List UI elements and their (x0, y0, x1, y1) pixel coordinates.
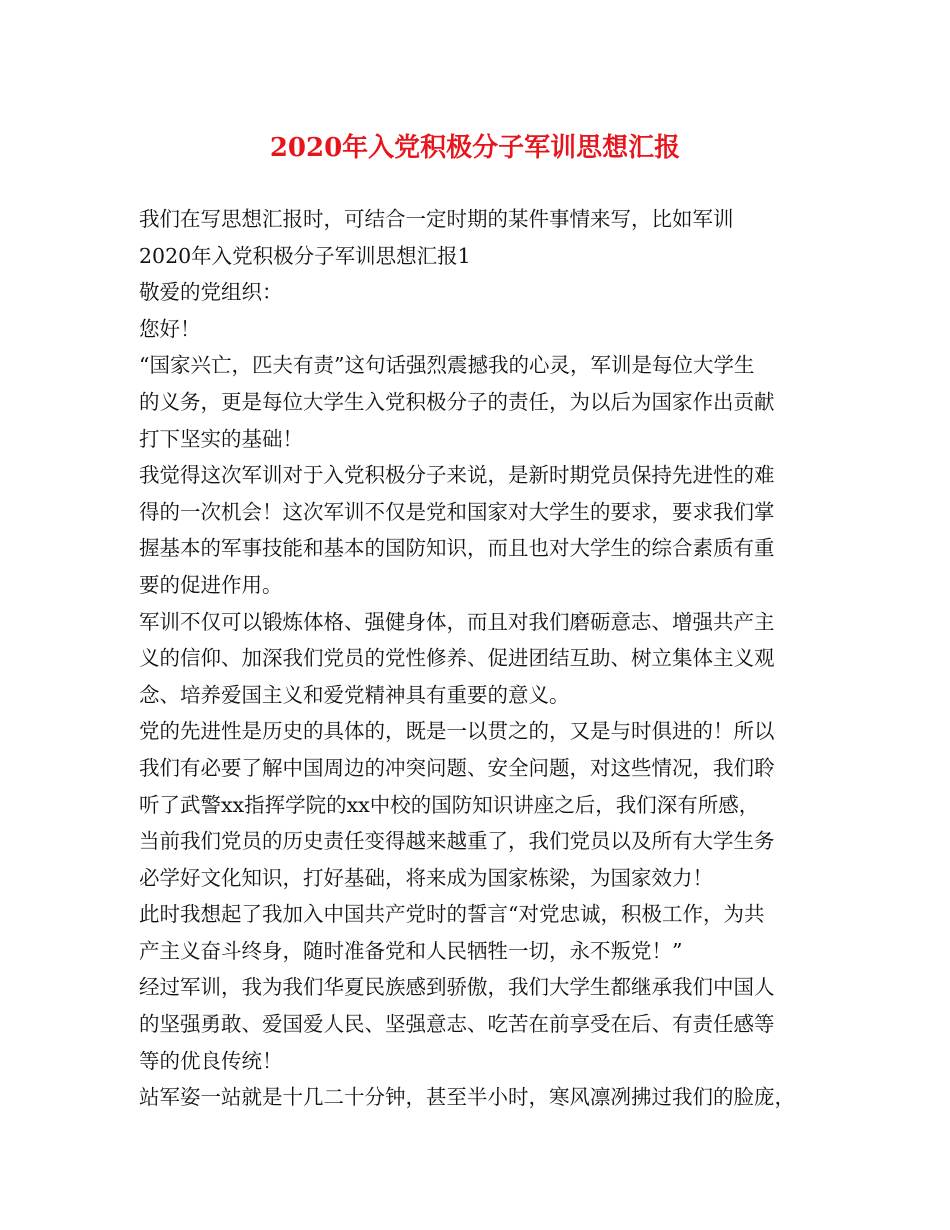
body-line: 义的信仰、加深我们党员的党性修养、促进团结互助、树立集体主义观 (139, 646, 775, 671)
body-line: 我们在写思想汇报时，可结合一定时期的某件事情来写，比如军训 (139, 207, 734, 231)
body-line: 要的促进作用。 (139, 572, 283, 597)
body-line: 您好！ (139, 316, 201, 341)
body-line: 得的一次机会！这次军训不仅是党和国家对大学生的要求，要求我们掌 (139, 499, 775, 524)
body-line: 的义务，更是每位大学生入党积极分子的责任，为以后为国家作出贡献 (139, 389, 775, 414)
body-line: 我们有必要了解中国周边的冲突问题、安全问题，对这些情况，我们聆 (139, 755, 775, 780)
body-line: “国家兴亡，匹夫有责”这句话强烈震撼我的心灵，军训是每位大学生 (139, 353, 755, 378)
body-line: 我觉得这次军训对于入党积极分子来说，是新时期党员保持先进性的难 (139, 463, 775, 488)
body-line: 听了武警xx指挥学院的xx中校的国防知识讲座之后，我们深有所感， (139, 792, 760, 817)
body-line: 敬爱的党组织： (139, 280, 283, 305)
body-line: 当前我们党员的历史责任变得越来越重了，我们党员以及所有大学生务 (139, 829, 775, 854)
body-line: 军训不仅可以锻炼体格、强健身体，而且对我们磨砺意志、增强共产主 (139, 609, 775, 634)
body-line: 必学好文化知识，打好基础，将来成为国家栋梁，为国家效力！ (139, 865, 713, 890)
body-line: 经过军训，我为我们华夏民族感到骄傲，我们大学生都继承我们中国人 (139, 975, 775, 1000)
body-line: 站军姿一站就是十几二十分钟，甚至半小时，寒风凛冽拂过我们的脸庞， (139, 1085, 795, 1110)
body-line: 握基本的军事技能和基本的国防知识，而且也对大学生的综合素质有重 (139, 536, 775, 561)
body-line: 2020年入党积极分子军训思想汇报1 (139, 243, 471, 268)
body-line: 等的优良传统！ (139, 1048, 283, 1073)
document-title: 2020年入党积极分子军训思想汇报 (269, 133, 681, 163)
body-line: 打下坚实的基础！ (139, 426, 303, 451)
body-line: 此时我想起了我加入中国共产党时的誓言“对党忠诚，积极工作，为共 (139, 902, 765, 927)
body-line: 的坚强勇敢、爱国爱人民、坚强意志、吃苦在前享受在后、有责任感等 (139, 1012, 775, 1037)
body-line: 念、培养爱国主义和爱党精神具有重要的意义。 (139, 682, 570, 707)
body-line: 产主义奋斗终身，随时准备党和人民牺牲一切，永不叛党！” (139, 938, 683, 963)
body-line: 党的先进性是历史的具体的，既是一以贯之的，又是与时俱进的！所以 (139, 719, 775, 744)
document-body (139, 201, 829, 1116)
